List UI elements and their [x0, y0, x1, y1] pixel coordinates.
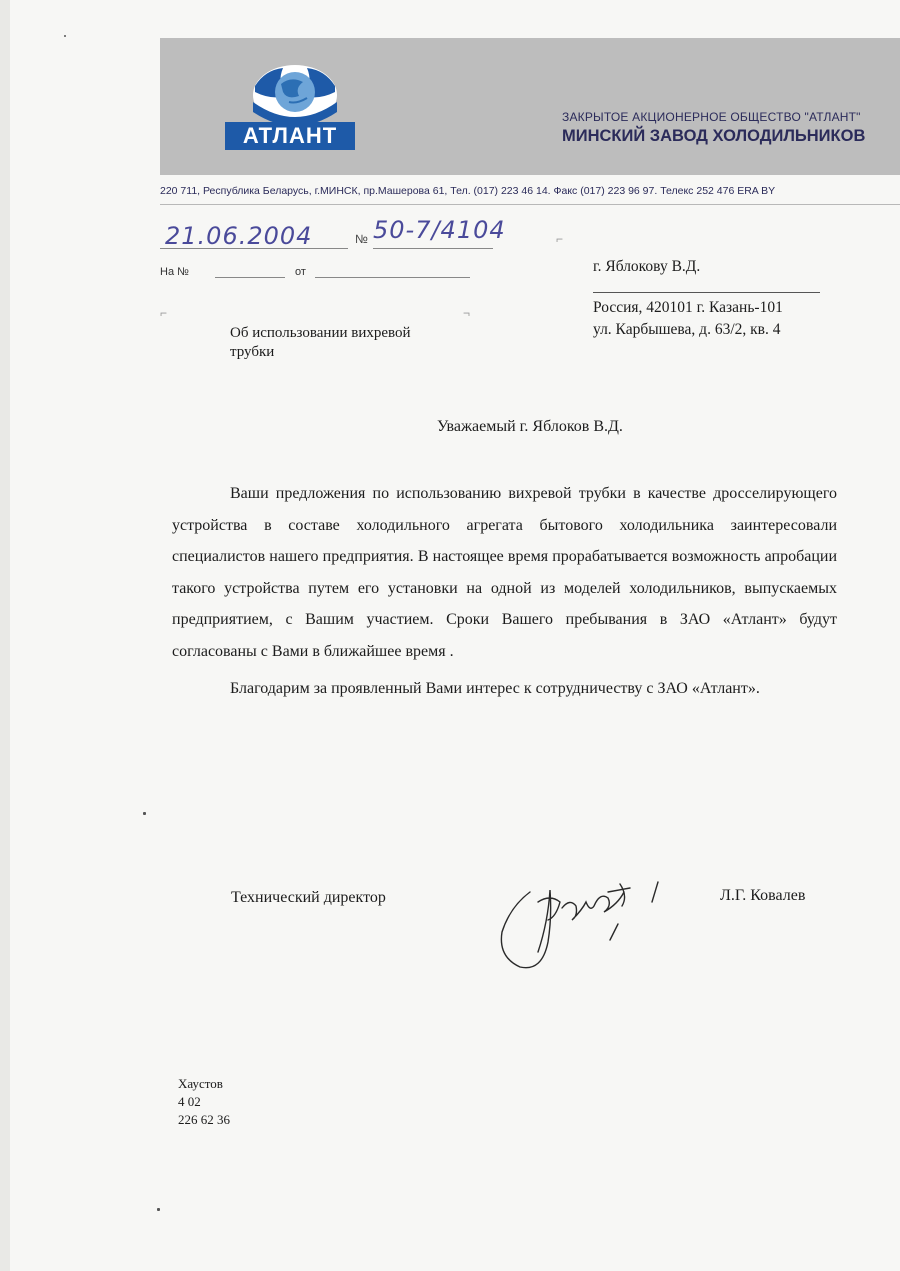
svg-text:АТЛАНТ: АТЛАНТ: [242, 123, 338, 148]
reference-number-label: На №: [160, 266, 189, 278]
scan-speck: [64, 35, 66, 37]
recipient-address-line1: Россия, 420101 г. Казань-101: [593, 299, 783, 316]
scan-edge: [0, 0, 10, 1271]
recipient-name: г. Яблокову В.Д.: [593, 258, 701, 275]
executor-contact: [178, 1075, 230, 1129]
executor-line2: 4 02: [178, 1094, 201, 1109]
recipient-address: [593, 297, 783, 341]
number-label: №: [355, 232, 368, 246]
corner-mark: ¬: [463, 306, 471, 320]
company-name: МИНСКИЙ ЗАВОД ХОЛОДИЛЬНИКОВ: [562, 127, 866, 145]
reference-date-blank: [315, 277, 470, 278]
registration-date: 21.06.2004: [165, 222, 313, 250]
executor-name: Хаустов: [178, 1076, 223, 1091]
letter-greeting: Уважаемый г. Яблоков В.Д.: [437, 418, 623, 435]
signer-position: Технический директор: [231, 889, 386, 906]
letter-body: [172, 478, 837, 705]
letterhead-divider: [160, 204, 900, 205]
registration-number: 50-7/4104: [373, 216, 506, 244]
subject-line1: Об использовании вихревой: [230, 325, 411, 341]
body-paragraph: Ваши предложения по использованию вихревой трубки в качестве дросселирующего устройства в составе холодильного агрегата бытового холодильника заинтересовали специалистов нашего предприятия. В настоящее время прорабатывается возможность апробации такого устройства путем его установки на одной из моделей холодильников, выпускаемых предприятием, с Вашим участием. Сроки Вашего пребывания в ЗАО «Атлант» будут согласованы с Вами в ближайшее время .: [172, 485, 837, 660]
corner-mark: ⌐: [160, 306, 168, 320]
executor-phone: 226 62 36: [178, 1112, 230, 1127]
atlant-logo: [225, 62, 365, 162]
letter-subject: [230, 324, 445, 362]
recipient-address-line2: ул. Карбышева, д. 63/2, кв. 4: [593, 321, 781, 338]
scan-speck: [157, 1208, 160, 1211]
reference-date-label: от: [295, 266, 306, 278]
company-type: ЗАКРЫТОЕ АКЦИОНЕРНОЕ ОБЩЕСТВО "АТЛАНТ": [562, 110, 861, 124]
letterhead-address: 220 711, Республика Беларусь, г.МИНСК, пр.Машерова 61, Тел. (017) 223 46 14. Факс (017) 223 96 97. Телекс 252 476 ERA BY: [160, 185, 776, 197]
reference-number-blank: [215, 277, 285, 278]
corner-mark: ⌐: [556, 232, 564, 246]
subject-line2: трубки: [230, 344, 275, 360]
company-name-block: [562, 110, 865, 146]
body-paragraph: Благодарим за проявленный Вами интерес к сотрудничеству с ЗАО «Атлант».: [230, 680, 760, 697]
number-underline: [373, 248, 493, 249]
scan-speck: [143, 812, 146, 815]
date-underline: [160, 248, 348, 249]
recipient-divider: [593, 292, 820, 293]
handwritten-signature: [490, 862, 680, 977]
signer-name: Л.Г. Ковалев: [720, 887, 806, 904]
